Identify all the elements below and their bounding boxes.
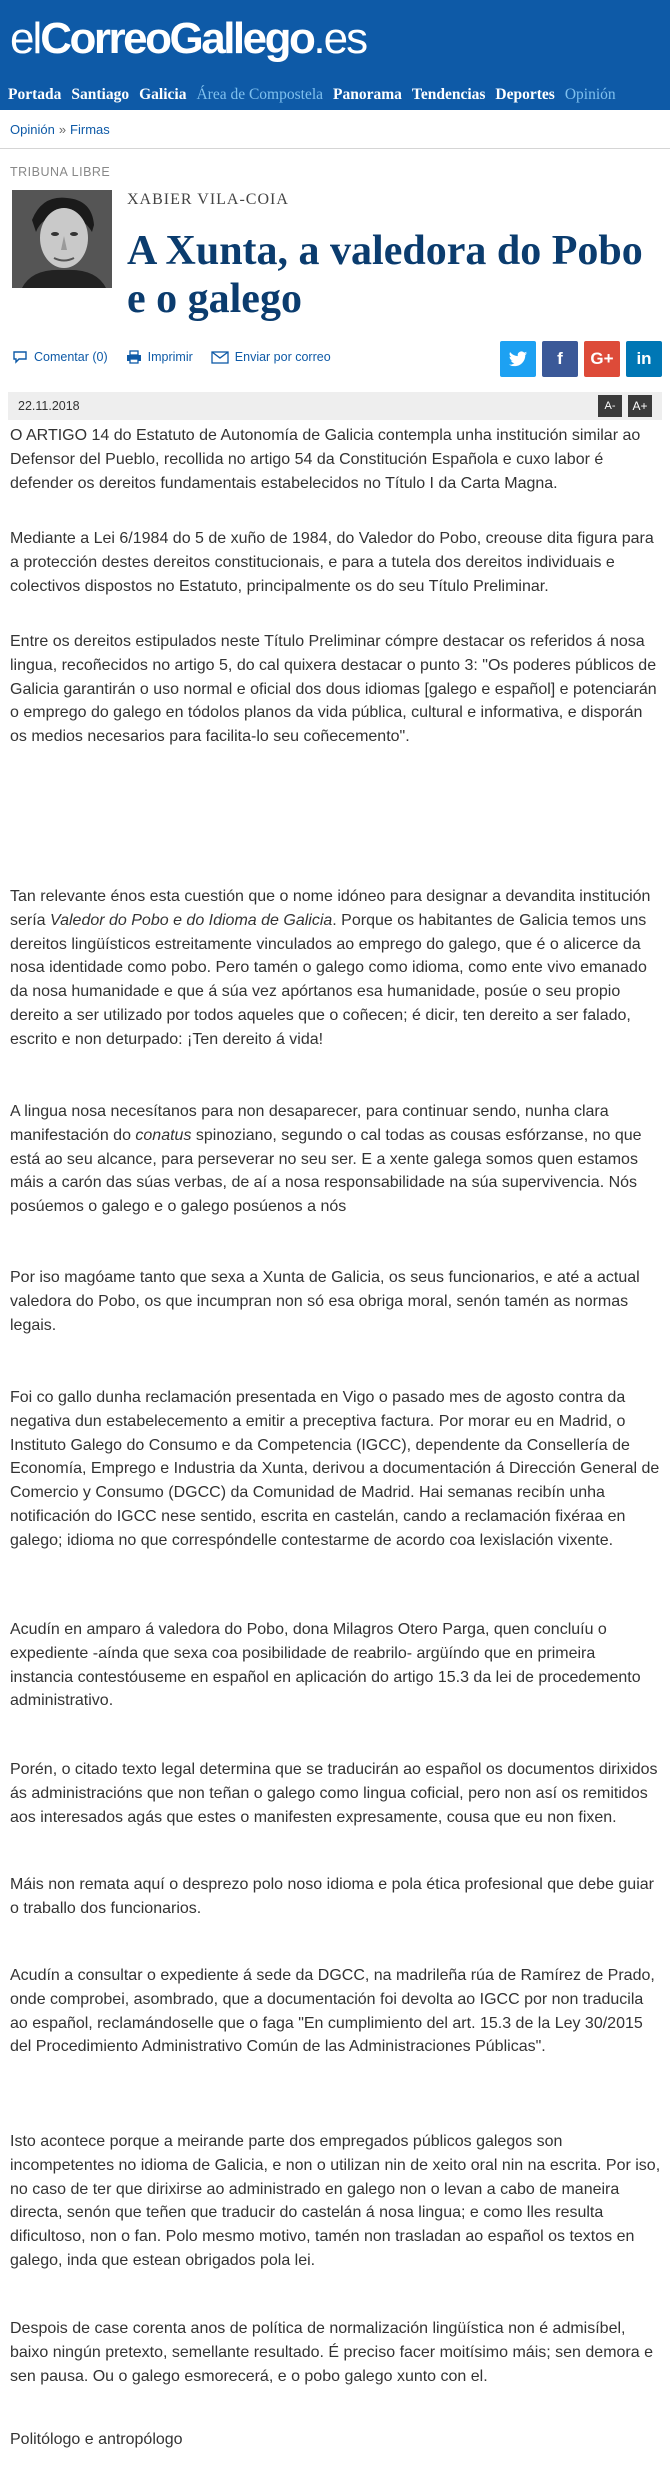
twitter-share-button[interactable] <box>500 341 536 377</box>
article-paragraph <box>10 1100 662 1219</box>
emphasis-text: Valedor do Pobo e do Idioma de Galicia <box>50 911 333 929</box>
comment-label: Comentar (0) <box>34 350 108 364</box>
paragraph-text: A lingua nosa necesítanos para non desaparecer, para continuar sendo, nunha clara manifestación do <box>10 1103 609 1144</box>
breadcrumb-opinion[interactable]: Opinión <box>10 122 55 137</box>
article-paragraph <box>10 885 662 1052</box>
nav-item-3[interactable]: Área de Compostela <box>196 86 324 103</box>
paragraph-text: Entre os dereitos estipulados neste Título Preliminar cómpre destacar os referidos á nosa lingua, recoñecidos no artigo 5, do cal quixera destacar o punto 3: "Os poderes públicos de Galicia garantirán o uso normal e oficial dos dous idiomas [galego e español] e potenciarán o emprego do galego en tódolos planos da vida pública, cultural e informativa, e disporán os medios necesarios para facilita-lo seu coñecemento". <box>10 633 657 746</box>
article-paragraph <box>10 2130 662 2273</box>
article-headline: A Xunta, a valedora do Pobo e o galego <box>127 228 643 322</box>
nav-item-4[interactable]: Panorama <box>333 86 402 103</box>
logo-prefix: el <box>10 14 41 63</box>
breadcrumb-firmas[interactable]: Firmas <box>70 122 110 137</box>
font-smaller-button[interactable]: A- <box>598 395 622 417</box>
email-label: Enviar por correo <box>234 350 331 364</box>
article-paragraph <box>10 1618 662 1713</box>
site-header <box>0 0 670 110</box>
nav-item-7[interactable]: Opinión <box>564 86 616 103</box>
article-paragraph <box>10 1873 662 1921</box>
facebook-share-button[interactable]: f <box>542 341 578 377</box>
section-label: TRIBUNA LIBRE <box>10 165 111 179</box>
print-label: Imprimir <box>147 350 193 364</box>
publish-date: 22.11.2018 <box>18 399 80 413</box>
paragraph-text: Mediante a Lei 6/1984 do 5 de xuño de 1984, do Valedor do Pobo, creouse dita figura para a protección destes dereitos constitucionais, e para a tutela dos dereitos individuais e colectivos dispostos no Estatuto, principalmente os do seu Título Preliminar. <box>10 530 654 595</box>
logo-suffix: .es <box>313 14 367 63</box>
author-photo <box>12 190 112 288</box>
paragraph-text: Acudín a consultar o expediente á sede da DGCC, na madrileña rúa de Ramírez de Prado, onde comprobei, asombrado, que a documentación foi devolta ao IGCC por non traducila ao español, reclamándoselle que o faga "En cumplimiento del art. 15.3 de la Ley 30/2015 del Procedimiento Administrativo Común de las Administraciones Públicas". <box>10 1967 655 2056</box>
article-paragraph <box>10 1386 662 1553</box>
paragraph-text: Despois de case corenta anos de política de normalización lingüística non é admisíbel, baixo ningún pretexto, semellante resultado. É preciso facer moitísimo máis; sen demora e sen pausa. Ou o galego esmorecerá, e o pobo galego xunto con el. <box>10 2320 653 2385</box>
envelope-icon <box>211 351 229 364</box>
logo-main: CorreoGallego <box>40 14 314 63</box>
article-paragraph <box>10 1758 662 1829</box>
article-tools <box>12 350 349 364</box>
main-nav <box>0 80 670 110</box>
printer-icon <box>126 350 142 364</box>
paragraph-text: Foi co gallo dunha reclamación presentada en Vigo o pasado mes de agosto contra da negativa dun estabelecemento a emitir a preceptiva factura. Por morar eu en Madrid, o Instituto Galego do Consumo e da Competencia (IGCC), dependente da Consellería de Economía, Emprego e Industria da Xunta, derivou a documentación á Dirección General de Comercio y Consumo (DGCC) da Comunidad de Madrid. Hai semanas recibín unha notificación do IGCC nese sentido, escrita en castelán, cando a reclamación fixéraa en galego; idioma no que correspóndelle contestarme de acordo coa lexislación vixente. <box>10 1389 660 1549</box>
nav-item-1[interactable]: Santiago <box>71 86 130 103</box>
linkedin-share-button[interactable]: in <box>626 341 662 377</box>
article-paragraph <box>10 1964 662 2059</box>
date-bar <box>8 392 662 420</box>
breadcrumb <box>10 122 110 137</box>
author-name[interactable]: XABIER VILA-COIA <box>127 191 289 208</box>
paragraph-text: Porén, o citado texto legal determina que se traducirán ao español os documentos dirixidos ás administracións que non teñan o galego como lingua coficial, pero non así os remitidos aos interesados agás que estes o manifesten expresamente, cousa que eu non fixen. <box>10 1761 658 1826</box>
comment-button[interactable] <box>12 350 108 364</box>
nav-item-2[interactable]: Galicia <box>139 86 187 103</box>
share-buttons <box>494 341 662 377</box>
email-button[interactable] <box>211 350 331 364</box>
paragraph-text: . Porque os habitantes de Galicia temos uns dereitos lingüísticos estreitamente vinculados ao emprego do galego, que é o alicerce da nosa identidade como pobo. Pero tamén o galego como idioma, como ente vivo emanado da nosa humanidade e que á súa vez apórtanos esa humanidade, posúe o seu propio dereito a ser utilizado por todos aqueles que o coñecen; é dicir, ten dereito a ser falado, escrito e non deturpado: ¡Ten dereito á vida! <box>10 911 647 1048</box>
article-paragraph <box>10 630 662 749</box>
article-paragraph <box>10 2317 662 2388</box>
comment-icon <box>12 350 28 364</box>
paragraph-text: spinoziano, segundo o cal todas as cousas esfórzanse, no que está ao seu alcance, para perseverar no seu ser. E a xente galega somos quen estamos máis a carón das súas verbas, de aí a nosa responsabilidade na súa supervivencia. Nós posúemos o galego e o galego posúenos a nós <box>10 1126 642 1216</box>
breadcrumb-separator: » <box>58 122 67 137</box>
font-bigger-button[interactable]: A+ <box>628 395 652 417</box>
paragraph-text: Politólogo e antropólogo <box>10 2431 183 2448</box>
emphasis-text: conatus <box>135 1126 192 1144</box>
paragraph-text: Por iso magóame tanto que sexa a Xunta de Galicia, os seus funcionarios, e até a actual valedora do Pobo, os que incumpran non só esa obriga moral, senón tamén as normas legais. <box>10 1269 640 1334</box>
paragraph-text: Isto acontece porque a meirande parte dos empregados públicos galegos son incompetentes no idioma de Galicia, e non o utilizan nin de xeito oral nin na escrita. Por iso, no caso de ter que dirixirse ao administrado en galego non o levan a cabo de maneira directa, senón que teñen que traducir do castelán á nosa lingua; e como lles resulta dificultoso, non o fan. Polo mesmo motivo, tamén non trasladan ao español os textos en galego, inda que estean obrigados pola lei. <box>10 2133 661 2269</box>
article-paragraph <box>10 527 662 598</box>
paragraph-text: O ARTIGO 14 do Estatuto de Autonomía de Galicia contempla unha institución similar ao Defensor del Pueblo, recollida no artigo 54 da Constitución Española e cuxo labor é defender os dereitos fundamentais estabelecidos no Título I da Carta Magna. <box>10 427 641 492</box>
site-logo[interactable] <box>10 14 366 72</box>
divider <box>0 148 670 149</box>
twitter-icon <box>508 351 528 368</box>
article-paragraph <box>10 1266 662 1337</box>
nav-item-0[interactable]: Portada <box>8 86 62 103</box>
paragraph-text: Acudín en amparo á valedora do Pobo, dona Milagros Otero Parga, quen concluíu o expediente -aínda que sexa coa posibilidade de reabrilo- argüíndo que en primeira instancia contestóuseme en español en aplicación do artigo 15.3 da lei de procedemento administrativo. <box>10 1621 641 1710</box>
article-paragraph <box>10 424 662 495</box>
article-paragraph <box>10 2428 662 2452</box>
paragraph-text: Tan relevante énos esta cuestión que o nome idóneo para designar a devandita institución sería <box>10 888 651 929</box>
paragraph-text: Máis non remata aquí o desprezo polo noso idioma e pola ética profesional que debe guiar o traballo dos funcionarios. <box>10 1876 654 1917</box>
nav-item-5[interactable]: Tendencias <box>411 86 486 103</box>
googleplus-share-button[interactable]: G+ <box>584 341 620 377</box>
print-button[interactable] <box>126 350 193 364</box>
nav-item-6[interactable]: Deportes <box>495 86 555 103</box>
